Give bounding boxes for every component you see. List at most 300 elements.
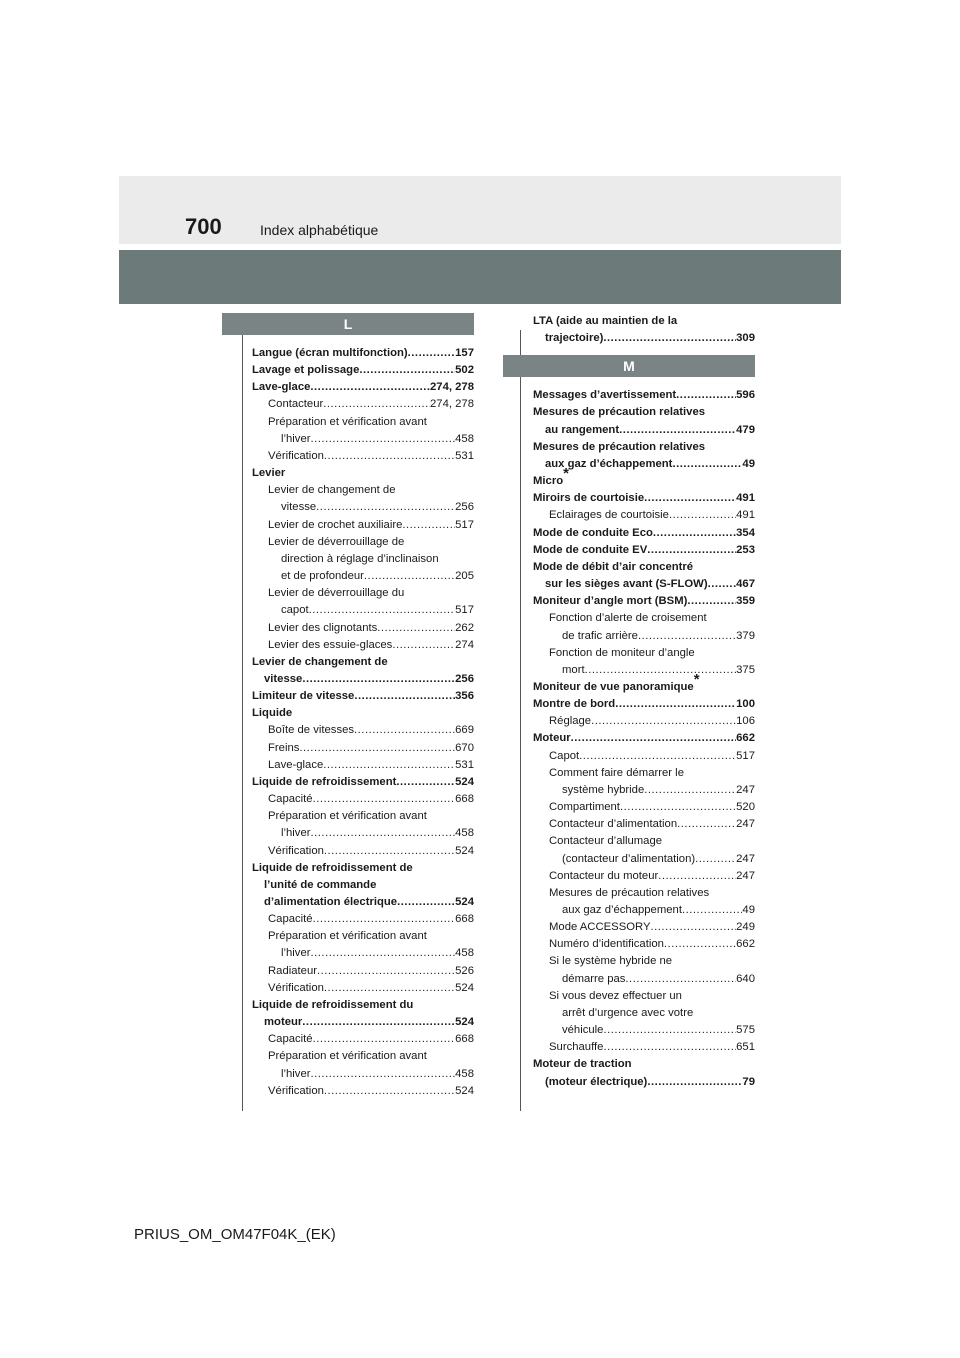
index-entry xyxy=(533,748,755,765)
index-entry xyxy=(252,963,474,980)
index-entry-page: 375 xyxy=(736,663,755,676)
index-entry-page: 526 xyxy=(455,964,474,977)
index-entry xyxy=(533,696,755,713)
dot-leader xyxy=(603,1039,736,1056)
index-entry xyxy=(533,439,755,456)
index-entry xyxy=(533,988,755,1005)
dot-leader xyxy=(392,637,455,654)
index-entry-page: 668 xyxy=(455,1033,474,1046)
index-entry-term: l’hiver xyxy=(281,432,311,445)
dot-leader xyxy=(647,542,736,559)
index-entry-term: aux gaz d’échappement xyxy=(562,904,682,916)
index-entry-term: Compartiment xyxy=(549,801,620,814)
index-entry-term: (moteur électrique) xyxy=(545,1075,648,1088)
index-entry-term: Numéro d’identification xyxy=(549,938,664,951)
index-entry-page: 520 xyxy=(736,801,755,814)
index-entry-term: Lave-glace xyxy=(268,758,324,771)
index-entry-term: l’hiver xyxy=(281,827,311,840)
index-entry-page: 524 xyxy=(455,896,474,908)
index-entry-page: 502 xyxy=(455,364,474,377)
index-entry-page: 262 xyxy=(455,621,474,634)
index-entry xyxy=(252,808,474,825)
index-entry xyxy=(252,757,474,774)
index-entry-term: Contacteur d’allumage xyxy=(549,835,663,848)
dot-leader xyxy=(658,868,736,885)
index-entry-page: 356 xyxy=(455,690,474,703)
index-entry-page: 256 xyxy=(455,672,474,685)
index-entry xyxy=(252,877,474,894)
index-entry-page: 274, 278 xyxy=(430,381,474,394)
index-entry-term: Surchauffe xyxy=(549,1041,604,1054)
index-entry xyxy=(533,422,755,439)
index-entry-page: 517 xyxy=(736,749,755,762)
index-entry-page: 491 xyxy=(736,509,755,522)
index-entry xyxy=(252,825,474,842)
index-entry-page: 359 xyxy=(736,595,755,608)
index-entry xyxy=(252,791,474,808)
index-entry-term: Moteur xyxy=(533,732,571,745)
index-entry xyxy=(252,637,474,654)
dot-leader xyxy=(313,1031,456,1048)
dot-leader xyxy=(664,936,736,953)
index-entry xyxy=(533,971,755,988)
index-entry xyxy=(252,688,474,705)
dot-leader xyxy=(402,517,455,534)
index-entry-term: Levier de changement de xyxy=(252,655,388,668)
index-entry-term: capot xyxy=(281,604,309,617)
index-entry xyxy=(533,525,755,542)
dot-leader xyxy=(324,1083,455,1100)
index-entry-page: 662 xyxy=(736,938,755,951)
index-entry-term: Fonction d’alerte de croisement xyxy=(549,612,707,625)
index-entry xyxy=(533,465,755,490)
index-entry-term: Vérification xyxy=(268,981,324,994)
index-entry xyxy=(252,517,474,534)
index-entry xyxy=(252,1066,474,1083)
index-entry-term: Liquide de refroidissement de xyxy=(252,861,413,874)
index-entry-page: 247 xyxy=(736,818,755,831)
index-entry-term: au rangement xyxy=(545,423,620,436)
index-entry-page: 575 xyxy=(736,1024,755,1037)
index-entry xyxy=(252,414,474,431)
index-entry-term: LTA (aide au maintien de la xyxy=(533,315,678,327)
index-entry-term: Levier de changement de xyxy=(268,484,396,497)
index-entry xyxy=(252,705,474,722)
asterisk-mark: * xyxy=(563,465,569,483)
dot-leader xyxy=(397,894,455,911)
index-entry-term: Contacteur xyxy=(268,398,324,411)
index-entry xyxy=(252,997,474,1014)
index-entry xyxy=(533,576,755,593)
index-entry-term: Préparation et vérification avant xyxy=(268,810,427,823)
index-entry-term: Lavage et polissage xyxy=(252,364,360,377)
page-number: 700 xyxy=(185,214,222,239)
dot-leader xyxy=(672,456,742,473)
index-entry-page: 247 xyxy=(736,869,755,882)
index-entry xyxy=(533,919,755,936)
index-entry-term: Capacité xyxy=(268,793,313,806)
index-entry xyxy=(252,980,474,997)
index-entry-page: 491 xyxy=(736,492,755,505)
index-entry-page: 517 xyxy=(455,604,474,617)
index-entry-page: 256 xyxy=(455,501,474,514)
index-entry-page: 247 xyxy=(736,852,755,865)
index-entry-page: 531 xyxy=(455,449,474,462)
dot-leader xyxy=(311,825,456,842)
index-entry xyxy=(533,730,755,747)
index-entry xyxy=(533,1005,755,1022)
index-entry-page: 309 xyxy=(736,332,755,345)
index-entry xyxy=(533,330,755,347)
dot-leader xyxy=(310,379,430,396)
dot-leader xyxy=(408,345,455,362)
index-entry-term: Mesures de précaution relatives xyxy=(533,440,706,453)
dot-leader xyxy=(603,330,736,347)
index-entry-term: d’alimentation électrique xyxy=(264,896,398,908)
dot-leader xyxy=(695,851,736,868)
index-entry xyxy=(252,1031,474,1048)
index-entry-page: 79 xyxy=(742,1075,755,1088)
index-entry xyxy=(533,610,755,627)
dot-leader xyxy=(644,782,736,799)
dot-leader xyxy=(313,791,456,808)
dot-leader xyxy=(309,602,456,619)
index-entry-term: Messages d’avertissement xyxy=(533,389,677,402)
index-entry-page: 157 xyxy=(455,347,474,359)
index-entry-term: Lave-glace xyxy=(252,381,311,394)
index-entry-page: 596 xyxy=(736,389,755,402)
index-entry-term: Levier de crochet auxiliaire xyxy=(268,518,403,531)
dot-leader xyxy=(653,525,736,542)
header-band xyxy=(119,176,841,244)
section-header-l: L xyxy=(222,313,474,335)
index-entry-term: l’unité de commande xyxy=(264,878,377,891)
index-entry xyxy=(252,602,474,619)
index-entry-term: Limiteur de vitesse xyxy=(252,690,355,703)
dot-leader xyxy=(359,362,455,379)
dot-leader xyxy=(302,671,455,688)
index-entry-page: 274 xyxy=(455,638,474,651)
index-entry-term: Miroirs de courtoisie xyxy=(533,492,645,505)
index-entry-term: Mode de conduite EV xyxy=(533,543,648,556)
index-entry-page: 458 xyxy=(455,947,474,960)
index-entry-term: trajectoire) xyxy=(545,332,604,345)
index-entry xyxy=(252,945,474,962)
index-entry xyxy=(533,662,755,679)
index-entry-page: 100 xyxy=(736,698,755,711)
index-entry-page: 354 xyxy=(736,526,755,539)
dot-leader xyxy=(603,1022,736,1039)
index-entry-page: 524 xyxy=(455,981,474,994)
index-entry-term: Liquide xyxy=(252,707,293,720)
index-entry-term: de trafic arrière xyxy=(562,629,638,642)
dot-leader xyxy=(647,1074,742,1091)
index-entry-page: 479 xyxy=(736,423,755,436)
index-entry-term: Vérification xyxy=(268,449,324,462)
index-entry-page: 247 xyxy=(736,783,755,796)
index-entry-term: Eclairages de courtoisie xyxy=(549,509,669,522)
index-entry xyxy=(252,534,474,551)
index-entry-term: Boîte de vitesses xyxy=(268,724,355,737)
index-entry-term: Liquide de refroidissement xyxy=(252,775,397,788)
index-entry-page: 524 xyxy=(455,775,474,788)
index-entry-term: Levier de déverrouillage de xyxy=(268,535,405,548)
dot-leader xyxy=(323,757,455,774)
index-entry xyxy=(533,833,755,850)
index-entry-term: Si le système hybride ne xyxy=(549,955,673,968)
index-entry-term: Mesures de précaution relatives xyxy=(549,886,710,899)
index-entry xyxy=(252,671,474,688)
index-entry xyxy=(533,593,755,610)
dot-leader xyxy=(311,1066,456,1083)
index-entry-page: 669 xyxy=(455,724,474,737)
index-entry xyxy=(252,722,474,739)
index-entry-page: 49 xyxy=(742,457,755,470)
index-entry-term: vitesse xyxy=(281,501,317,514)
index-entry xyxy=(533,670,755,696)
dot-leader xyxy=(682,902,742,919)
index-entry-page: 531 xyxy=(455,758,474,771)
index-entry xyxy=(252,396,474,413)
index-entry-page: 249 xyxy=(736,921,755,934)
dot-leader xyxy=(615,696,736,713)
index-entry-term: l’hiver xyxy=(281,947,311,960)
index-entry xyxy=(533,1074,755,1091)
index-entry-page: 651 xyxy=(736,1041,755,1054)
dot-leader xyxy=(677,816,736,833)
index-entry xyxy=(533,645,755,662)
index-column-left xyxy=(222,313,474,1100)
index-entry-page: 662 xyxy=(736,732,755,745)
dot-leader xyxy=(324,448,455,465)
index-entry-term: Mode ACCESSORY xyxy=(549,921,651,934)
index-entry xyxy=(252,482,474,499)
right-pre-entries xyxy=(503,313,755,347)
index-entry xyxy=(252,928,474,945)
index-entry-term: Capot xyxy=(549,749,580,762)
index-entry xyxy=(533,1056,755,1073)
dot-leader xyxy=(638,628,736,645)
index-entry xyxy=(252,774,474,791)
index-entry-term: Levier des essuie-glaces xyxy=(268,638,393,651)
index-entry-term: Vérification xyxy=(268,1084,324,1097)
dot-leader xyxy=(324,843,455,860)
index-entry xyxy=(533,868,755,885)
dot-leader xyxy=(620,799,736,816)
index-entry-term: Liquide de refroidissement du xyxy=(252,998,414,1011)
index-entry xyxy=(252,499,474,516)
document-code: PRIUS_OM_OM47F04K_(EK) xyxy=(134,1226,336,1243)
index-entry-page: 668 xyxy=(455,913,474,926)
index-entry xyxy=(533,387,755,404)
index-entry xyxy=(533,404,755,421)
index-entry-term: moteur xyxy=(264,1016,303,1029)
index-entry-term: Comment faire démarrer le xyxy=(549,766,684,779)
dot-leader xyxy=(579,748,736,765)
index-entry-term: Mesures de précaution relatives xyxy=(533,406,706,419)
index-entry xyxy=(252,431,474,448)
index-entry xyxy=(533,507,755,524)
index-entry-term: Langue (écran multifonction) xyxy=(252,347,408,359)
dot-leader xyxy=(324,980,455,997)
index-entry-term: Moniteur de vue panoramique xyxy=(533,680,694,693)
index-entry-term: Radiateur xyxy=(268,964,317,977)
index-entry-term: vitesse xyxy=(264,672,303,685)
index-entry-page: 458 xyxy=(455,432,474,445)
index-entry xyxy=(533,559,755,576)
index-entry-term: Capacité xyxy=(268,913,313,926)
index-entry-page: 517 xyxy=(455,518,474,531)
index-entry-page: 524 xyxy=(455,1084,474,1097)
index-entry-term: Réglage xyxy=(549,715,592,728)
index-entry-term: véhicule xyxy=(562,1024,604,1037)
index-entry xyxy=(533,713,755,730)
index-entry-page: 668 xyxy=(455,793,474,806)
index-entry-term: Mode de conduite Eco xyxy=(533,526,653,539)
dot-leader xyxy=(323,396,430,413)
dot-leader xyxy=(354,688,455,705)
index-entry-page: 670 xyxy=(455,741,474,754)
index-entry-term: mort xyxy=(562,663,585,676)
dot-leader xyxy=(669,507,736,524)
dot-leader xyxy=(377,620,455,637)
dot-leader xyxy=(585,662,737,679)
asterisk-mark: * xyxy=(693,670,700,688)
dot-leader xyxy=(364,568,455,585)
index-entry xyxy=(252,551,474,568)
dot-leader xyxy=(591,713,736,730)
index-entry-page: 274, 278 xyxy=(430,398,474,411)
index-entry-term: Montre de bord xyxy=(533,698,616,711)
dot-leader xyxy=(651,919,737,936)
index-entry xyxy=(533,799,755,816)
index-entry-term: l’hiver xyxy=(281,1067,311,1080)
index-entry xyxy=(533,851,755,868)
index-entry xyxy=(533,936,755,953)
index-entry-term: Fonction de moniteur d’angle xyxy=(549,646,695,659)
index-entry-page: 458 xyxy=(455,827,474,840)
index-entry xyxy=(533,490,755,507)
dot-leader xyxy=(708,576,737,593)
dot-leader xyxy=(571,730,736,747)
index-entry-term: Vérification xyxy=(268,844,324,857)
index-entry-term: Levier xyxy=(252,467,286,480)
index-entry-term: Freins xyxy=(268,741,300,754)
index-entry xyxy=(533,902,755,919)
index-entry xyxy=(252,448,474,465)
dot-leader xyxy=(313,911,456,928)
index-entry xyxy=(252,1083,474,1100)
dot-leader xyxy=(311,945,456,962)
index-entry-term: Mode de débit d’air concentré xyxy=(533,560,694,573)
index-entry-page: 205 xyxy=(455,570,474,583)
index-entry xyxy=(252,465,474,482)
index-entry xyxy=(252,585,474,602)
dot-leader xyxy=(316,499,455,516)
index-entry xyxy=(252,894,474,911)
index-entry-term: démarre pas xyxy=(562,972,626,985)
index-entry-term: Moteur de traction xyxy=(533,1058,632,1071)
index-entry-term: Contacteur d’alimentation xyxy=(549,818,678,831)
index-entry-term: Contacteur du moteur xyxy=(549,869,659,882)
index-entry xyxy=(533,782,755,799)
index-entry xyxy=(252,860,474,877)
dot-leader xyxy=(687,593,736,610)
index-entry-page: 524 xyxy=(455,1016,474,1029)
index-entry-term: sur les sièges avant (S-FLOW) xyxy=(545,578,708,591)
index-entry xyxy=(252,1048,474,1065)
index-entry xyxy=(533,313,755,330)
index-entry xyxy=(252,654,474,671)
index-entry-term: et de profondeur xyxy=(281,570,364,583)
index-entry-term: arrêt d’urgence avec votre xyxy=(562,1006,694,1019)
index-entry-term: Préparation et vérification avant xyxy=(268,1050,427,1063)
index-entry xyxy=(533,816,755,833)
dot-leader xyxy=(302,1014,455,1031)
index-entry-page: 458 xyxy=(455,1067,474,1080)
header-dark-bar xyxy=(119,250,841,304)
section-header-m: M xyxy=(503,355,755,377)
index-entry-page: 379 xyxy=(736,629,755,642)
index-entry xyxy=(252,345,474,362)
index-entry xyxy=(252,379,474,396)
dot-leader xyxy=(396,774,455,791)
dot-leader xyxy=(644,490,736,507)
index-entry xyxy=(533,542,755,559)
index-entry-page: 467 xyxy=(736,578,755,591)
index-entry-page: 106 xyxy=(736,715,755,728)
index-entry xyxy=(252,843,474,860)
index-entry xyxy=(252,620,474,637)
index-entry xyxy=(533,765,755,782)
dot-leader xyxy=(299,740,455,757)
index-entry-page: 524 xyxy=(455,844,474,857)
index-entry-term: aux gaz d’échappement xyxy=(545,457,673,470)
index-entry xyxy=(252,740,474,757)
dot-leader xyxy=(311,431,456,448)
index-entry xyxy=(533,885,755,902)
index-entry-term: Levier de déverrouillage du xyxy=(268,587,405,600)
dot-leader xyxy=(676,387,736,404)
index-entry-page: 49 xyxy=(742,904,755,916)
index-entry-term: (contacteur d’alimentation) xyxy=(562,852,696,865)
index-entry-page: 253 xyxy=(736,543,755,556)
index-entry-term: Micro xyxy=(533,475,564,488)
index-entry xyxy=(533,1022,755,1039)
index-entry xyxy=(252,362,474,379)
index-entry-term: Moniteur d’angle mort (BSM) xyxy=(533,595,688,608)
index-entry-term: Capacité xyxy=(268,1033,313,1046)
index-entry-term: Préparation et vérification avant xyxy=(268,930,427,943)
index-entry xyxy=(533,628,755,645)
left-entries xyxy=(222,345,474,1100)
page-title: Index alphabétique xyxy=(260,222,379,238)
index-entry-term: direction à réglage d’inclinaison xyxy=(281,552,439,565)
index-entry-term: Si vous devez effectuer un xyxy=(549,989,682,1002)
dot-leader xyxy=(354,722,455,739)
right-entries xyxy=(503,387,755,1090)
index-entry-term: système hybride xyxy=(562,783,645,796)
index-entry-page: 640 xyxy=(736,972,755,985)
dot-leader xyxy=(317,963,455,980)
index-entry-term: Préparation et vérification avant xyxy=(268,415,427,428)
index-entry xyxy=(252,568,474,585)
index-entry xyxy=(533,953,755,970)
index-entry xyxy=(252,911,474,928)
index-column-right xyxy=(503,313,755,1091)
index-entry xyxy=(252,1014,474,1031)
dot-leader xyxy=(619,422,736,439)
